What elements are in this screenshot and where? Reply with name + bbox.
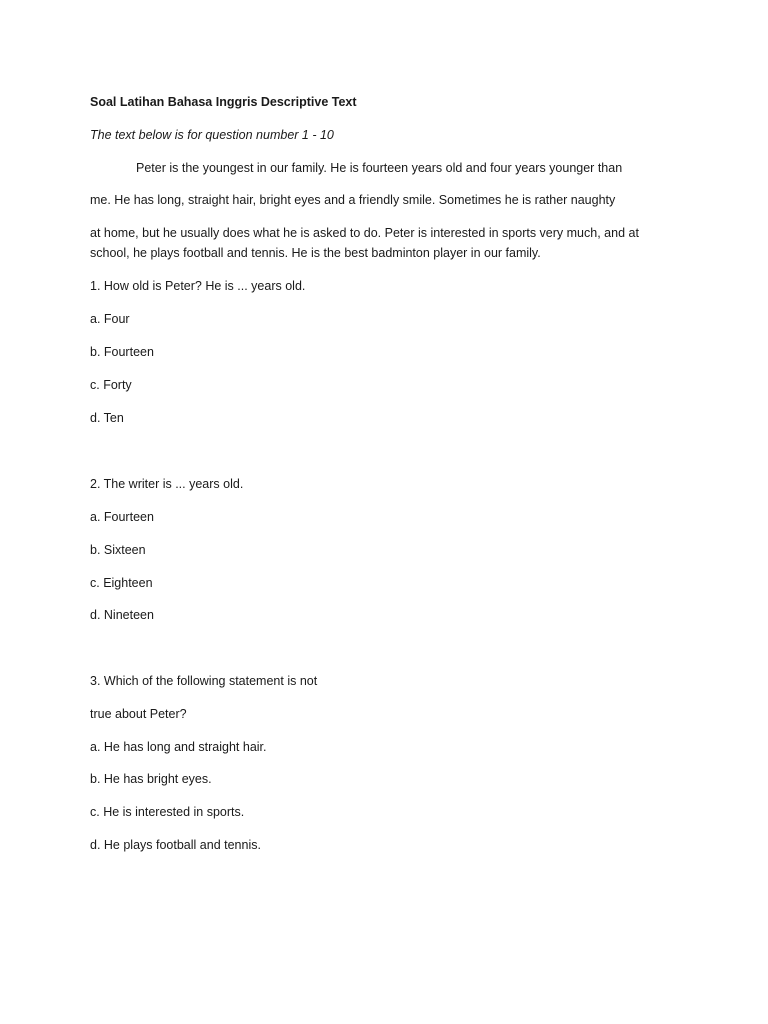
document-title: Soal Latihan Bahasa Inggris Descriptive Text [90, 95, 357, 109]
passage-line: me. He has long, straight hair, bright eyes and a friendly smile. Sometimes he is rather naughty [90, 193, 616, 207]
question-2-text: 2. The writer is ... years old. [90, 477, 244, 491]
question-1-option-a: a. Four [90, 312, 130, 326]
question-2-option-c: c. Eighteen [90, 576, 153, 590]
passage-line: Peter is the youngest in our family. He is fourteen years old and four years younger than [136, 161, 623, 175]
question-1-option-c: c. Forty [90, 378, 132, 392]
question-1-option-d: d. Ten [90, 411, 124, 425]
question-3-option-a: a. He has long and straight hair. [90, 740, 267, 754]
question-3-option-b: b. He has bright eyes. [90, 772, 212, 786]
question-2-option-d: d. Nineteen [90, 608, 154, 622]
question-3-text-continued: true about Peter? [90, 707, 187, 721]
instruction-text: The text below is for question number 1 - 10 [90, 128, 334, 142]
question-2-option-a: a. Fourteen [90, 510, 154, 524]
question-2-option-b: b. Sixteen [90, 543, 146, 557]
question-3-option-d: d. He plays football and tennis. [90, 838, 261, 852]
passage-line: at home, but he usually does what he is asked to do. Peter is interested in sports very much, and at [90, 226, 639, 240]
question-1-option-b: b. Fourteen [90, 345, 154, 359]
question-3-option-c: c. He is interested in sports. [90, 805, 245, 819]
question-1-text: 1. How old is Peter? He is ... years old. [90, 279, 306, 293]
passage-line: school, he plays football and tennis. He is the best badminton player in our family. [90, 246, 541, 260]
question-3-text: 3. Which of the following statement is not [90, 674, 318, 688]
